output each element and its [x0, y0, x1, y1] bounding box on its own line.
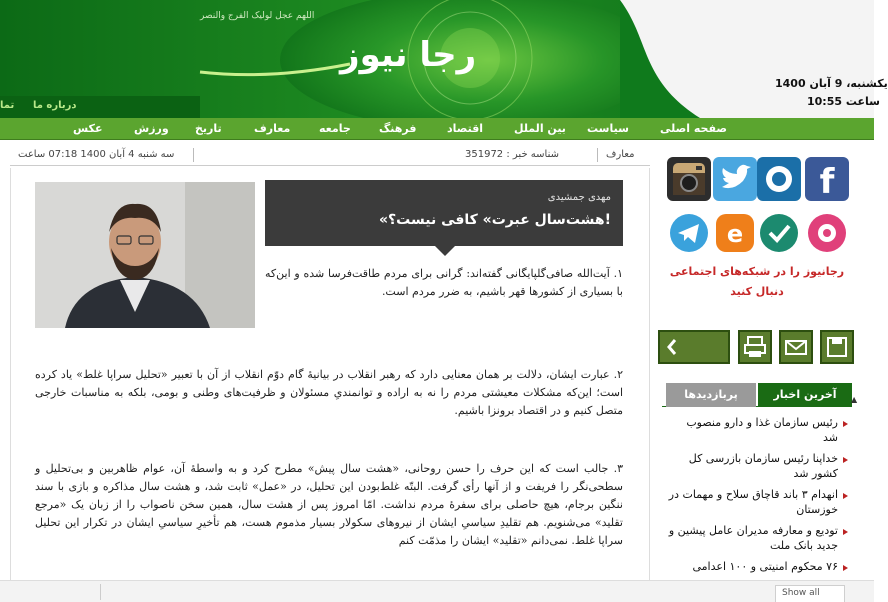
save-icon[interactable] — [820, 330, 854, 364]
nav-religion[interactable]: معارف — [254, 122, 291, 135]
nav-politics[interactable]: سیاست — [587, 122, 629, 135]
contact-link[interactable]: تما — [0, 100, 15, 111]
nav-sports[interactable]: ورزش — [134, 122, 169, 135]
divider — [100, 584, 101, 600]
author-name: مهدی جمشیدی — [547, 192, 611, 203]
rubika-icon[interactable] — [805, 211, 849, 255]
list-item[interactable]: ۷۶ محکوم امنیتی و ۱۰۰ اعدامی — [662, 559, 852, 580]
svg-text:e: e — [726, 220, 744, 248]
nav-culture[interactable]: فرهنگ — [379, 122, 417, 135]
eitaa-icon[interactable] — [713, 211, 757, 255]
publish-date: سه شنبه 4 آبان 1400 07:18 ساعت — [18, 149, 175, 160]
nav-home[interactable]: صفحه اصلی — [660, 122, 727, 135]
author-photo — [35, 182, 255, 328]
browser-download-bar — [0, 580, 874, 602]
print-icon[interactable] — [738, 330, 772, 364]
article-category[interactable]: معارف — [606, 149, 635, 160]
tab-latest-news[interactable]: آخرین اخبار — [758, 383, 852, 407]
svg-text:f: f — [819, 162, 835, 202]
nav-economy[interactable]: اقتصاد — [447, 122, 484, 135]
header-time: ساعت 10:55 — [807, 95, 880, 108]
about-link[interactable]: درباره ما — [33, 100, 77, 111]
news-id: شناسه خبر : 351972 — [465, 149, 559, 160]
list-item[interactable]: رئیس سازمان غذا و دارو منصوب شد — [662, 415, 852, 451]
site-header — [0, 0, 888, 118]
header-motto: اللهم عجل لولیک الفرج والنصر — [200, 11, 315, 21]
scroll-up-icon[interactable]: ▲ — [851, 395, 858, 404]
nav-photo[interactable]: عکس — [73, 122, 103, 135]
article-paragraph: ۳. جالب است که این حرف را حسن روحانی، «هشت سال پیش» مطرح کرد و به واسطهٔ آن، عوام ظاهربین و بی‌تحلیل و سطحی‌نگر را فریفت و از آنها رأی گرفت. البتّه غلط‌بودن این تحلیل، در «عمل» ثابت شد، و هشت سال مذاکره و بازی با سند ننگین برجام، هیچ حاصلی برای سفرهٔ مردم نداشت. امّا امروز پس از هشت سال، همین سخن ناصواب را از زبان یک «مرجع تقلید» می‌شنویم. هم تقلیدِ سیاسیِ ایشان از نیروهای سکولار بسیار مذموم هست، هم تأخیرِ سیاسیِ ایشان در تکرار این تحلیل سراپا غلط. نمی‌دانم «تقلید» ایشان را مذمّت کنم — [35, 462, 623, 547]
header-date: یکشنبه، 9 آبان 1400 — [775, 77, 888, 90]
bale-icon[interactable] — [757, 211, 801, 255]
back-arrow-icon[interactable] — [658, 330, 730, 364]
info-divider — [193, 148, 194, 162]
svg-text:رجا نیوز: رجا نیوز — [340, 35, 477, 75]
article-title: «هشت‌سال عبرت» کافی نیست؟! — [379, 212, 611, 228]
nav-history[interactable]: تاریخ — [195, 122, 222, 135]
soroush-icon[interactable] — [757, 157, 801, 201]
email-icon[interactable] — [779, 330, 813, 364]
instagram-icon[interactable] — [667, 157, 711, 201]
nav-society[interactable]: جامعه — [319, 122, 351, 135]
article-paragraph: ۲. عبارت ایشان، دلالت بر همان معنایی دارد که رهبر انقلاب در بیانیهٔ گام دوّم انقلاب از آن با تعبیر «تحلیل سراپا غلط» یاد کرده است؛ این‌که مشکلات معیشتی مردم را نه به اراده و توانمندیِ مسئولان و ظرفیت‌های وطنی و بومی، بلکه به مناسبات خارجی متصل کنیم و در اقتصاد برونزا باشیم. — [35, 368, 623, 417]
news-list — [662, 415, 852, 590]
facebook-icon[interactable] — [805, 157, 849, 201]
info-divider — [597, 148, 598, 162]
list-item[interactable]: تودیع و معارفه مدیران عامل پیشین و جدید بانک ملت — [662, 523, 852, 559]
article-title-box — [265, 180, 623, 246]
nav-international[interactable]: بین الملل — [514, 122, 566, 135]
list-item[interactable]: خداپنا رئیس سازمان بازرسی کل کشور شد — [662, 451, 852, 487]
twitter-icon[interactable] — [713, 157, 757, 201]
telegram-icon[interactable] — [667, 211, 711, 255]
site-logo[interactable] — [190, 14, 477, 84]
main-nav — [0, 118, 874, 140]
article-paragraph: ۱. آیت‌الله صافی‌گلپایگانی گفته‌اند: گرانی برای مردم طاقت‌فرسا شده و این‌که با بسیاری از کشورها قهر باشیم، به ضرر مردم است. — [265, 267, 623, 298]
news-tabs — [662, 383, 852, 407]
article-info-bar — [10, 146, 650, 166]
tab-most-visited[interactable]: پربازدیدها — [666, 383, 756, 407]
show-all-button[interactable]: Show all — [775, 585, 845, 602]
social-follow-text: رجانیوز را در شبکه‌های اجتماعی دنبال کنید — [669, 265, 845, 298]
list-item[interactable]: انهدام ۳ باند قاچاق سلاح و مهمات در خوزستان — [662, 487, 852, 523]
